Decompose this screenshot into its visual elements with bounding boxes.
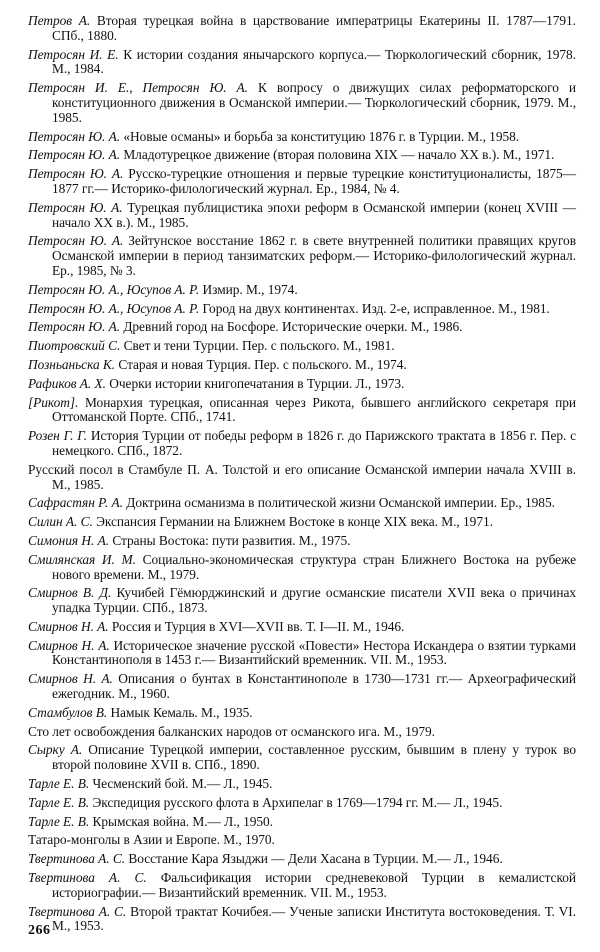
entry-text: Второй трактат Кочибея.— Ученые записки Института востоковедения. Т. VI. М., 1953. [52, 903, 576, 934]
entry-author: Петросян И. Е. [28, 46, 119, 62]
entry-author: Смилянская И. М. [28, 551, 136, 567]
entry-author: Твертинова А. С. [28, 851, 126, 867]
bibliography-entry [28, 496, 576, 511]
bibliography-entry [28, 396, 576, 426]
entry-author: Смирнов Н. А. [28, 637, 110, 653]
entry-text: Очерки истории книгопечатания в Турции. Л., 1973. [109, 375, 405, 391]
bibliography-entry [28, 358, 576, 373]
entry-text: Сто лет освобождения балканских народов от османского ига. М., 1979. [28, 723, 435, 739]
entry-text: Зейтунское восстание 1862 г. в свете внутренней политики правящих кругов Османской империи в период танзиматских реформ.— Историко-филологический журнал. Ер., 1985, № 3. [52, 233, 576, 278]
entry-author: Розен Г. Г. [28, 428, 88, 444]
entry-author: Твертинова А. С. [28, 870, 147, 886]
bibliography-entry [28, 852, 576, 867]
bibliography-entry [28, 672, 576, 702]
entry-text: Восстание Кара Языджи — Дели Хасана в Турции. М.— Л., 1946. [128, 851, 503, 867]
entry-text: Город на двух континентах. Изд. 2-е, исправленное. М., 1981. [202, 300, 550, 316]
entry-text: Русский посол в Стамбуле П. А. Толстой и его описание Османской империи начала XVIII в. М., 1985. [28, 461, 576, 492]
entry-author: [Рикот]. [28, 394, 79, 410]
entry-author: Симония Н. А. [28, 532, 110, 548]
entry-text: К истории создания янычарского корпуса.— Тюркологический сборник, 1978. М., 1984. [52, 46, 576, 77]
bibliography-entry [28, 743, 576, 773]
bibliography-entry [28, 283, 576, 298]
entry-text: Кучибей Гёмюрджинский и другие османские писатели XVII века о причинах упадка Турции. СПб., 1873. [52, 585, 576, 616]
entry-author: Твертинова А. С. [28, 903, 127, 919]
entry-author: Петросян Ю. А., Юсупов А. Р. [28, 300, 200, 316]
entry-text: Историческое значение русской «Повести» Нестора Искандера о взятии турками Константинополя в 1453 г.— Византийский временник. VII. М., 1953. [52, 637, 576, 668]
entry-text: Древний город на Босфоре. Исторические очерки. М., 1986. [123, 319, 463, 335]
entry-author: Петросян Ю. А. [28, 166, 124, 182]
entry-text: Свет и тени Турции. Пер. с польского. М., 1981. [123, 338, 395, 354]
entry-text: Россия и Турция в XVI—XVII вв. Т. I—II. М., 1946. [111, 618, 405, 634]
bibliography-entry [28, 48, 576, 78]
entry-author: Петросян Ю. А., Юсупов А. Р. [28, 281, 200, 297]
entry-text: Описания о бунтах в Константинополе в 1730—1731 гг.— Археографический ежегодник. М., 1960. [52, 671, 576, 702]
entry-author: Сафрастян Р. А. [28, 495, 123, 511]
entry-text: Экспансия Германии на Ближнем Востоке в конце XIX века. М., 1971. [96, 514, 493, 530]
entry-text: Доктрина османизма в политической жизни Османской империи. Ер., 1985. [126, 495, 555, 511]
bibliography-entry [28, 148, 576, 163]
bibliography-entry [28, 586, 576, 616]
entry-text: Младотурецкое движение (вторая половина XIX — начало XX в.). М., 1971. [123, 147, 555, 163]
entry-text: Русско-турецкие отношения и первые турецкие конституционалисты, 1875—1877 гг.— Историко-филологический журнал. Ер., 1984, № 4. [52, 166, 576, 196]
bibliography-entry [28, 130, 576, 145]
entry-author: Тарле Е. В. [28, 776, 90, 792]
entry-text: Татаро-монголы в Азии и Европе. М., 1970. [28, 832, 275, 848]
bibliography-list [28, 14, 576, 938]
entry-author: Тарле Е. В. [28, 794, 90, 810]
entry-author: Тарле Е. В. [28, 813, 90, 829]
bibliography-entry [28, 534, 576, 549]
entry-author: Петров А. [28, 13, 91, 28]
entry-author: Петросян Ю. А. [28, 147, 121, 163]
bibliography-entry [28, 796, 576, 811]
bibliography-entry [28, 81, 576, 125]
entry-author: Силин А. С. [28, 514, 93, 530]
entry-author: Смирнов В. Д. [28, 585, 112, 601]
entry-text: Страны Востока: пути развития. М., 1975. [112, 532, 351, 548]
entry-author: Петросян Ю. А. [28, 233, 124, 249]
entry-text: Монархия турецкая, описанная через Рикота, бывшего английского секретаря при Оттоманской Порте. СПб., 1741. [52, 394, 576, 425]
bibliography-entry [28, 905, 576, 935]
entry-author: Петросян Ю. А. [28, 128, 121, 144]
bibliography-entry [28, 201, 576, 231]
bibliography-entry [28, 167, 576, 197]
bibliography-entry [28, 620, 576, 635]
bibliography-entry [28, 833, 576, 848]
entry-author: Стамбулов В. [28, 704, 108, 720]
bibliography-entry [28, 14, 576, 44]
bibliography-entry [28, 339, 576, 354]
entry-author: Смирнов Н. А. [28, 618, 109, 634]
bibliography-entry [28, 515, 576, 530]
entry-author: Позньаньска К. [28, 356, 116, 372]
bibliography-entry [28, 553, 576, 583]
bibliography-entry [28, 871, 576, 901]
entry-author: Смирнов Н. А. [28, 671, 113, 687]
entry-text: Вторая турецкая война в царствование императрицы Екатерины II. 1787—1791. СПб., 1880. [52, 13, 576, 43]
bibliography-entry [28, 377, 576, 392]
bibliography-entry [28, 815, 576, 830]
entry-text: История Турции от победы реформ в 1826 г. до Парижского трактата в 1856 г. Пер. с немецкого. СПб., 1872. [52, 428, 576, 458]
entry-author: Пиотровский С. [28, 338, 121, 354]
page-number: 266 [28, 923, 51, 938]
bibliography-entry [28, 639, 576, 669]
bibliography-entry [28, 463, 576, 493]
entry-text: Крымская война. М.— Л., 1950. [92, 813, 273, 829]
entry-author: Петросян Ю. А. [28, 319, 121, 335]
bibliography-entry [28, 429, 576, 459]
bibliography-entry [28, 777, 576, 792]
entry-text: «Новые османы» и борьба за конституцию 1876 г. в Турции. М., 1958. [123, 128, 520, 144]
entry-text: Турецкая публицистика эпохи реформ в Османской империи (конец XVIII — начало XX в.). М., 1985. [52, 199, 576, 230]
entry-text: Описание Турецкой империи, составленное русским, бывшим в плену у турок во второй половине XVII в. СПб., 1890. [52, 742, 576, 773]
bibliography-entry [28, 234, 576, 278]
entry-author: Петросян И. Е., Петросян Ю. А. [28, 80, 248, 96]
entry-author: Петросян Ю. А. [28, 199, 123, 215]
entry-text: Экспедиция русского флота в Архипелаг в 1769—1794 гг. М.— Л., 1945. [92, 794, 503, 810]
bibliography-entry [28, 725, 576, 740]
bibliography-entry [28, 706, 576, 721]
entry-text: Измир. М., 1974. [202, 281, 298, 297]
entry-text: Намык Кемаль. М., 1935. [110, 704, 253, 720]
entry-text: Социально-экономическая структура стран Ближнего Востока на рубеже нового времени. М., 1979. [52, 551, 576, 582]
entry-text: Чесменский бой. М.— Л., 1945. [92, 776, 273, 792]
bibliography-entry [28, 302, 576, 317]
bibliography-entry [28, 320, 576, 335]
entry-author: Сырку А. [28, 742, 83, 758]
entry-text: К вопросу о движущих силах реформаторского и конституционного движения в Османской империи.— Тюркологический сборник, 1979. М., 1985. [52, 80, 576, 125]
entry-text: Фальсификация истории средневековой Турции в кемалистской историографии.— Византийский временник. VII. М., 1953. [52, 870, 576, 900]
entry-text: Старая и новая Турция. Пер. с польского. М., 1974. [118, 356, 407, 372]
entry-author: Рафиков А. Х. [28, 375, 106, 391]
